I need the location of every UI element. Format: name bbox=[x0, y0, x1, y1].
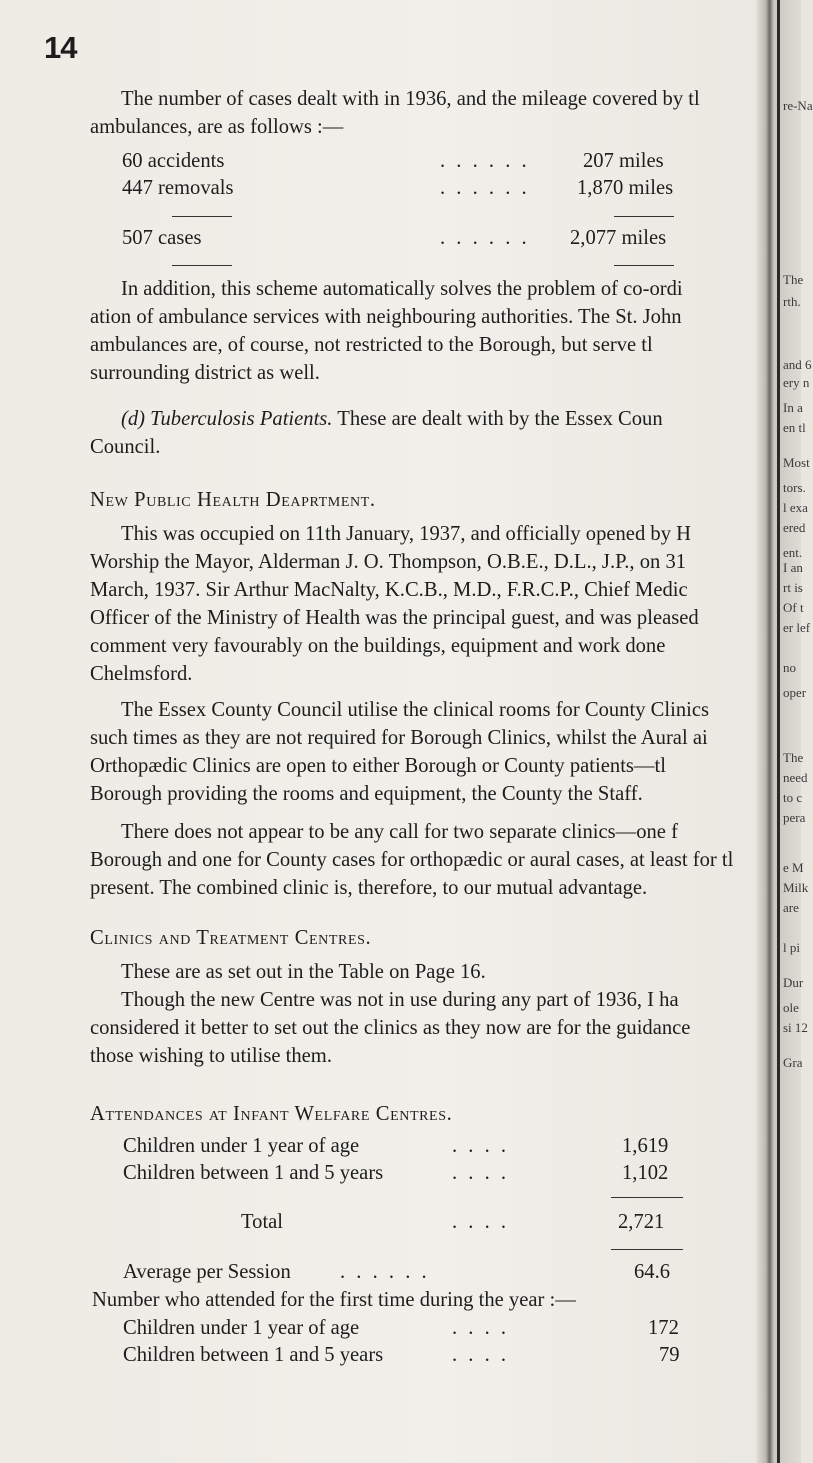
section-heading: Attendances at Infant Welfare Centres. bbox=[90, 1103, 453, 1125]
paragraph-line: Borough and one for County cases for orthopædic or aural cases, at least for tl bbox=[90, 849, 734, 871]
ambulance-row-value: 1,870 miles bbox=[577, 177, 674, 199]
margin-fragment: rth. bbox=[783, 294, 801, 309]
first-time-label: Number who attended for the first time during the year :— bbox=[92, 1289, 576, 1311]
leader-dots: . . . . bbox=[452, 1317, 510, 1339]
margin-fragment: er lef bbox=[783, 620, 811, 635]
margin-fragment: In a bbox=[783, 400, 803, 415]
margin-fragment: tors. bbox=[783, 480, 806, 495]
tuberculosis-label: (d) Tuberculosis Patients. bbox=[121, 408, 333, 430]
margin-fragment: pera bbox=[783, 810, 806, 825]
total-rule bbox=[611, 1249, 683, 1250]
tuberculosis-text: These are dealt with by the Essex Coun bbox=[332, 408, 663, 430]
attendance-total-value: 2,721 bbox=[618, 1211, 665, 1233]
paragraph-line: ambulances are, of course, not restricted to the Borough, but serve tl bbox=[90, 334, 653, 356]
attendance-total-label: Total bbox=[241, 1211, 284, 1233]
margin-fragment: l pi bbox=[783, 940, 800, 955]
leader-dots: . . . . bbox=[452, 1344, 510, 1366]
section-heading: New Public Health Deaprtment. bbox=[90, 489, 376, 511]
sum-rule bbox=[614, 216, 674, 217]
margin-fragment: I an bbox=[783, 560, 803, 575]
margin-fragment: The bbox=[783, 750, 804, 765]
margin-fragment: Gra bbox=[783, 1055, 803, 1070]
margin-fragment: ery n bbox=[783, 375, 810, 390]
margin-fragment: Of t bbox=[783, 600, 804, 615]
leader-dots: . . . . . . bbox=[440, 227, 530, 249]
paragraph-line: These are as set out in the Table on Page 16. bbox=[121, 961, 486, 983]
paragraph-line: such times as they are not required for Borough Clinics, whilst the Aural ai bbox=[90, 727, 708, 749]
margin-fragment: and 6 bbox=[783, 357, 812, 372]
attendance-average-label: Average per Session bbox=[123, 1261, 291, 1283]
leader-dots: . . . . . . bbox=[340, 1261, 430, 1283]
paragraph-line: March, 1937. Sir Arthur MacNalty, K.C.B., M.D., F.R.C.P., Chief Medic bbox=[90, 579, 688, 601]
attendance-row-value: 1,102 bbox=[622, 1162, 669, 1184]
leader-dots: . . . . . . bbox=[440, 177, 530, 199]
paragraph-line: Officer of the Ministry of Health was the principal guest, and was pleased bbox=[90, 607, 699, 629]
margin-fragment: Milk bbox=[783, 880, 809, 895]
paragraph-line: surrounding district as well. bbox=[90, 362, 320, 384]
total-rule bbox=[614, 265, 674, 266]
ambulance-row-label: 60 accidents bbox=[122, 150, 225, 172]
margin-fragment: The bbox=[783, 272, 804, 287]
first-time-row-label: Children between 1 and 5 years bbox=[123, 1344, 384, 1366]
margin-fragment: re-Na bbox=[783, 98, 813, 113]
paragraph-line: Council. bbox=[90, 436, 161, 458]
margin-fragment: en tl bbox=[783, 420, 806, 435]
leader-dots: . . . . bbox=[452, 1211, 510, 1233]
margin-fragment: l exa bbox=[783, 500, 808, 515]
margin-fragment: to c bbox=[783, 790, 803, 805]
margin-fragment: no bbox=[783, 660, 796, 675]
ambulance-total-value: 2,077 miles bbox=[570, 227, 667, 249]
attendance-average-value: 64.6 bbox=[634, 1261, 671, 1283]
ambulance-total-label: 507 cases bbox=[122, 227, 202, 249]
paragraph-line: There does not appear to be any call for two separate clinics—one f bbox=[121, 821, 678, 843]
paragraph-line: present. The combined clinic is, therefore, to our mutual advantage. bbox=[90, 877, 648, 899]
margin-fragment: ole bbox=[783, 1000, 799, 1015]
total-rule bbox=[172, 265, 232, 266]
paragraph-line: considered it better to set out the clinics as they now are for the guidance bbox=[90, 1017, 691, 1039]
attendance-row-value: 1,619 bbox=[622, 1135, 669, 1157]
paragraph-line: Borough providing the rooms and equipment, the County the Staff. bbox=[90, 783, 643, 805]
leader-dots: . . . . . . bbox=[440, 150, 530, 172]
margin-fragment: e M bbox=[783, 860, 804, 875]
paragraph-line: those wishing to utilise them. bbox=[90, 1045, 332, 1067]
paragraph-line: In addition, this scheme automatically solves the problem of co-ordi bbox=[121, 278, 683, 300]
sum-rule bbox=[611, 1197, 683, 1198]
leader-dots: . . . . bbox=[452, 1162, 510, 1184]
ambulance-intro-line: The number of cases dealt with in 1936, and the mileage covered by tl bbox=[121, 88, 700, 110]
attendance-row-label: Children between 1 and 5 years bbox=[123, 1162, 384, 1184]
paragraph-line: Orthopædic Clinics are open to either Borough or County patients—tl bbox=[90, 755, 666, 777]
leader-dots: . . . . bbox=[452, 1135, 510, 1157]
paragraph-line: ation of ambulance services with neighbouring authorities. The St. John bbox=[90, 306, 682, 328]
margin-fragment: ent. bbox=[783, 545, 803, 560]
margin-fragment: si 12 bbox=[783, 1020, 808, 1035]
paragraph-line: Chelmsford. bbox=[90, 663, 193, 685]
first-time-row-value: 79 bbox=[659, 1344, 680, 1366]
paragraph-line: The Essex County Council utilise the clinical rooms for County Clinics bbox=[121, 699, 709, 721]
sum-rule bbox=[172, 216, 232, 217]
ambulance-row-label: 447 removals bbox=[122, 177, 234, 199]
paragraph-line: This was occupied on 11th January, 1937, and officially opened by H bbox=[121, 523, 692, 545]
margin-fragment: ered bbox=[783, 520, 806, 535]
paragraph-line: Worship the Mayor, Alderman J. O. Thompson, O.B.E., D.L., J.P., on 31 bbox=[90, 551, 687, 573]
margin-fragment: need bbox=[783, 770, 808, 785]
ambulance-row-value: 207 miles bbox=[583, 150, 664, 172]
margin-fragment: Most bbox=[783, 455, 810, 470]
margin-fragment: rt is bbox=[783, 580, 803, 595]
paragraph-line: comment very favourably on the buildings, equipment and work done bbox=[90, 635, 666, 657]
first-time-row-value: 172 bbox=[648, 1317, 679, 1339]
tuberculosis-line bbox=[90, 406, 774, 434]
ambulance-intro-line: ambulances, are as follows :— bbox=[90, 116, 344, 138]
paragraph-line: Though the new Centre was not in use during any part of 1936, I ha bbox=[121, 989, 679, 1011]
margin-fragment: oper bbox=[783, 685, 807, 700]
margin-fragment: Dur bbox=[783, 975, 804, 990]
first-time-row-label: Children under 1 year of age bbox=[123, 1317, 360, 1339]
margin-fragment: are bbox=[783, 900, 799, 915]
page-number: 14 bbox=[44, 30, 77, 65]
attendance-row-label: Children under 1 year of age bbox=[123, 1135, 360, 1157]
book-gutter-line bbox=[777, 0, 780, 1463]
section-heading: Clinics and Treatment Centres. bbox=[90, 927, 372, 949]
